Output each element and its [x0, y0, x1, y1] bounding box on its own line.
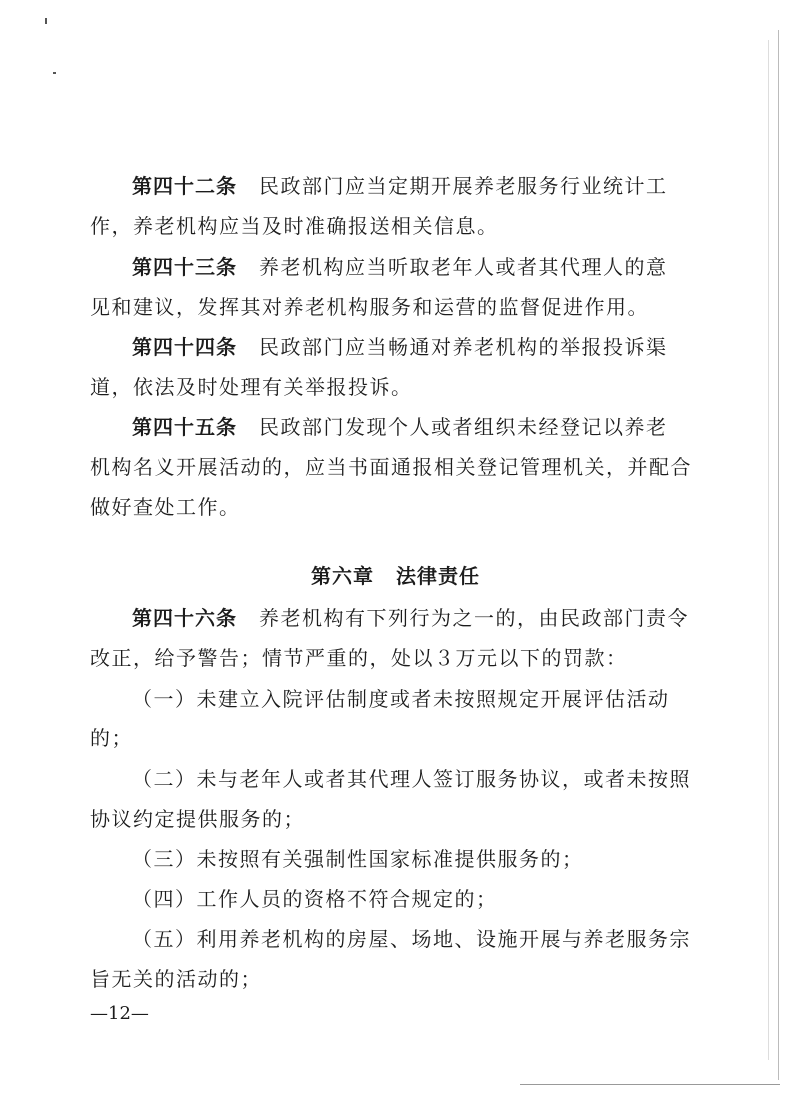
chapter-title: 法律责任 — [396, 564, 480, 588]
page-number: —12— — [90, 1003, 149, 1024]
scan-edge-bottom — [520, 1084, 780, 1085]
scan-artifact-mark — [45, 18, 47, 24]
item-5-line-2: 旨无关的活动的； — [90, 967, 262, 991]
item-1-line-1: （一）未建立入院评估制度或者未按照规定开展评估活动 — [132, 687, 670, 711]
article-42-line-2: 作，养老机构应当及时准确报送相关信息。 — [90, 214, 499, 238]
article-46-line-2: 改正，给予警告；情节严重的，处以３万元以下的罚款： — [90, 646, 628, 670]
article-43-line-1 — [132, 253, 742, 281]
article-45-line-3: 做好查处工作。 — [90, 495, 241, 519]
article-46-label: 第四十六条 — [132, 606, 237, 630]
article-43-label: 第四十三条 — [132, 255, 237, 279]
article-45-line-2: 机构名义开展活动的，应当书面通报相关登记管理机关，并配合 — [90, 455, 692, 479]
article-44-line-1 — [132, 333, 742, 361]
article-42-text: 民政部门应当定期开展养老服务行业统计工 — [259, 174, 668, 198]
item-4-line-1: （四）工作人员的资格不符合规定的； — [132, 887, 498, 911]
scan-edge-right-inner — [768, 40, 769, 1060]
article-44-line-2: 道，依法及时处理有关举报投诉。 — [90, 375, 413, 399]
article-42-label: 第四十二条 — [132, 174, 237, 198]
article-43-line-2: 见和建议，发挥其对养老机构服务和运营的监督促进作用。 — [90, 295, 649, 319]
article-44-label: 第四十四条 — [132, 335, 237, 359]
item-5-line-1: （五）利用养老机构的房屋、场地、设施开展与养老服务宗 — [132, 927, 691, 951]
article-45-text: 民政部门发现个人或者组织未经登记以养老 — [259, 415, 668, 439]
item-2-line-1: （二）未与老年人或者其代理人签订服务协议，或者未按照 — [132, 767, 691, 791]
scan-artifact-dot — [53, 72, 56, 74]
scan-edge-right — [778, 30, 779, 1080]
article-46-line-1 — [132, 604, 742, 632]
article-42-line-1 — [132, 172, 742, 200]
item-2-line-2: 协议约定提供服务的； — [90, 807, 305, 831]
article-45-line-1 — [132, 413, 742, 441]
article-43-text: 养老机构应当听取老年人或者其代理人的意 — [259, 255, 668, 279]
chapter-heading — [0, 562, 791, 590]
item-3-line-1: （三）未按照有关强制性国家标准提供服务的； — [132, 847, 584, 871]
chapter-number: 第六章 — [311, 564, 374, 588]
item-1-line-2: 的； — [90, 726, 133, 750]
article-46-text: 养老机构有下列行为之一的，由民政部门责令 — [259, 606, 689, 630]
article-44-text: 民政部门应当畅通对养老机构的举报投诉渠 — [259, 335, 668, 359]
article-45-label: 第四十五条 — [132, 415, 237, 439]
